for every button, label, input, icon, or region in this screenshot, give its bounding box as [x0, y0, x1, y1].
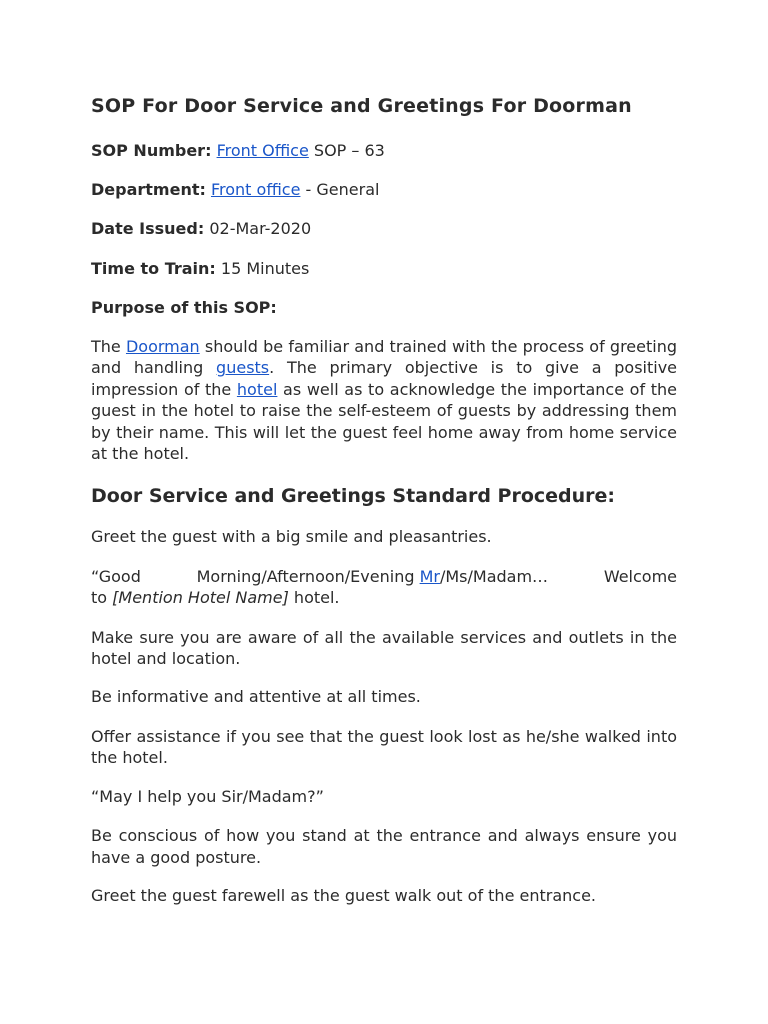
farewell-step: Greet the guest farewell as the guest walk out of the entrance. [91, 885, 597, 905]
welcome-word-good: “Good [91, 566, 141, 586]
doorman-link[interactable]: Doorman [125, 337, 200, 356]
purpose-text-1: The [91, 337, 126, 356]
welcome-end: hotel. [288, 588, 340, 608]
purpose-heading: Purpose of this SOP: [91, 298, 277, 317]
purpose-paragraph [91, 336, 677, 464]
may-i-help-phrase: “May I help you Sir/Madam?” [91, 786, 324, 806]
purpose-text-3: . The primary objective is to give a positive impression of the [91, 358, 678, 399]
time-to-train-value: 15 Minutes [215, 259, 310, 278]
assistance-step: Offer assistance if you see that the guest look lost as he/she walked into the hotel. [91, 726, 677, 768]
welcome-time-of-day: Morning/Afternoon/Evening [196, 566, 415, 586]
time-to-train-label: Time to Train: [91, 259, 216, 278]
purpose-text-2: should be familiar and trained with the process of greeting and handling [91, 337, 678, 378]
welcome-salutation [197, 566, 548, 587]
department-value: - General [300, 180, 380, 199]
date-issued-label: Date Issued: [91, 219, 205, 238]
sop-number-line [91, 140, 677, 162]
front-office-link[interactable]: Front Office [216, 141, 309, 160]
document-title: SOP For Door Service and Greetings For Doorman [91, 95, 632, 117]
department-label: Department: [91, 180, 206, 199]
informative-step: Be informative and attentive at all times. [91, 687, 421, 707]
welcome-greeting-line-2 [91, 587, 677, 608]
guests-link[interactable]: guests [216, 358, 270, 378]
sop-document [91, 92, 677, 906]
purpose-text-4: as well as to acknowledge the importance of the guest in the hotel to raise the self-esteem of guests by addressing them by their name. This will let the guest feel home away from home service at the hotel. [91, 379, 677, 464]
department-line [91, 179, 677, 201]
welcome-greeting [91, 566, 677, 609]
mr-link[interactable]: Mr [419, 566, 440, 586]
sop-number-label: SOP Number: [91, 141, 212, 160]
sop-number-value: SOP – 63 [308, 141, 385, 160]
date-issued-line [91, 218, 677, 240]
hotel-name-placeholder: [Mention Hotel Name] [112, 588, 289, 608]
welcome-to: to [91, 588, 113, 608]
welcome-titles: /Ms/Madam… [439, 566, 549, 586]
posture-step: Be conscious of how you stand at the entrance and always ensure you have a good posture. [91, 826, 677, 867]
greet-step: Greet the guest with a big smile and pleasantries. [91, 527, 492, 547]
date-issued-value: 02-Mar-2020 [204, 219, 312, 238]
front-office-department-link[interactable]: Front office [210, 180, 301, 199]
procedure-heading: Door Service and Greetings Standard Procedure: [91, 485, 616, 508]
welcome-word: Welcome [603, 566, 677, 586]
welcome-greeting-line-1 [91, 566, 677, 587]
aware-step: Make sure you are aware of all the available services and outlets in the hotel and location. [91, 627, 677, 669]
time-to-train-line [91, 258, 677, 280]
hotel-link[interactable]: hotel [236, 379, 278, 399]
